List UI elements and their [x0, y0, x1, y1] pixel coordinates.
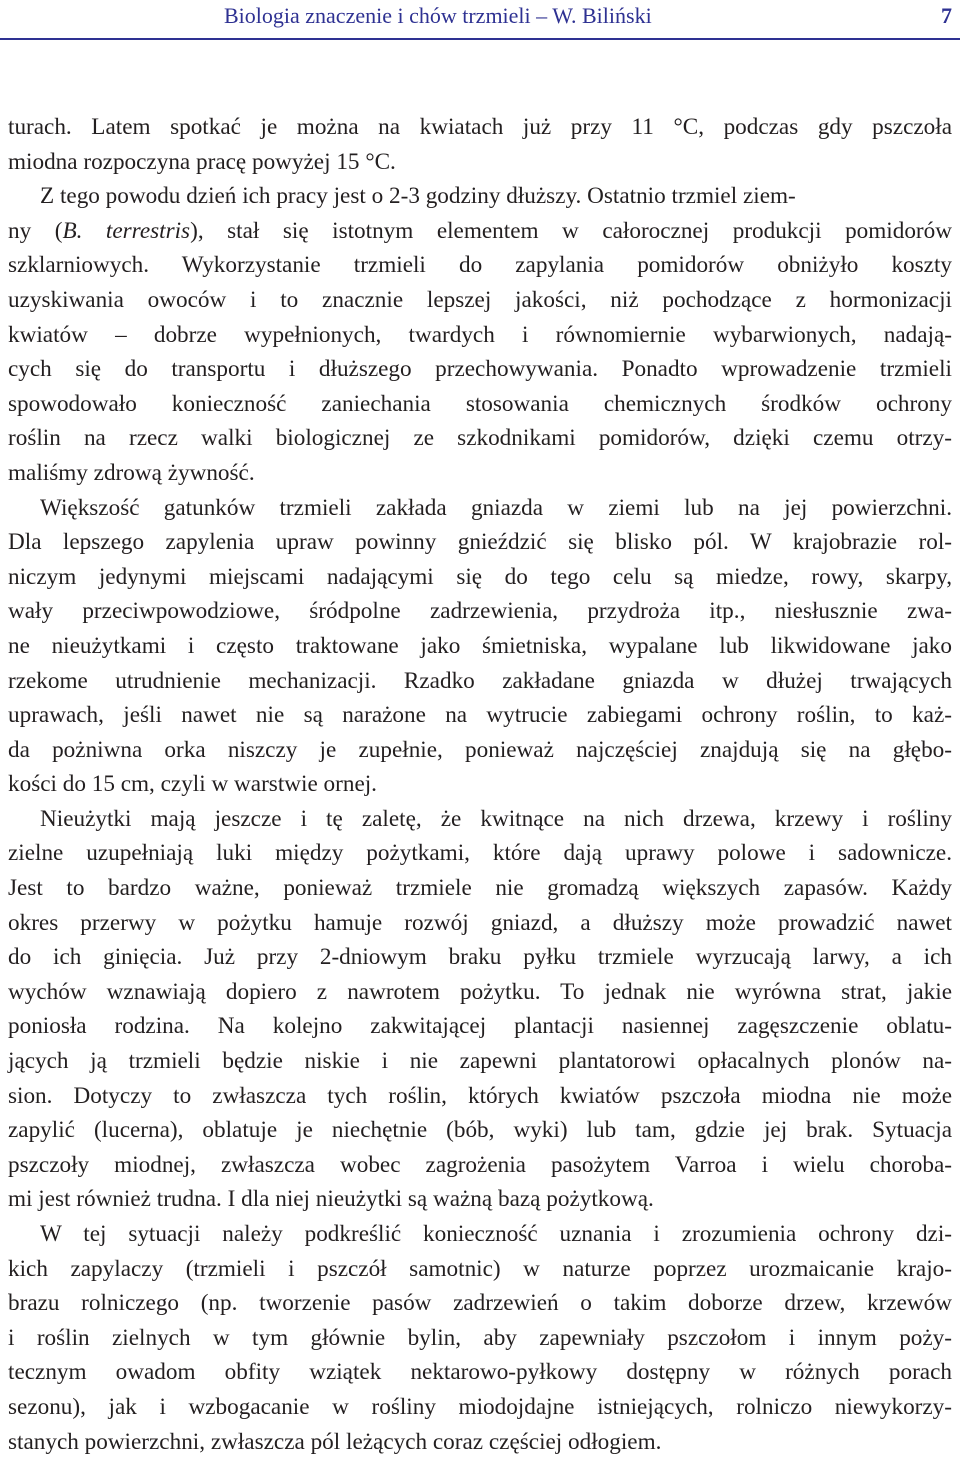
- text-line: mi jest również trudna. I dla niej nieużytki są ważną bazą pożytkową.: [8, 1186, 654, 1213]
- text-line: roślin na rzecz walki biologicznej ze szkodnikami pomidorów, dzięki czemu otrzy-: [8, 425, 952, 452]
- text-line: ne nieużytkami i często traktowane jako śmietniska, wypalane lub likwidowane jako: [8, 632, 952, 659]
- text-line: do ich ginięcia. Już przy 2-dniowym braku pyłku trzmiele wyrzucają larwy, a ich: [8, 944, 952, 971]
- text-line: i roślin zielnych w tym głównie bylin, aby zapewniały pszczołom i innym poży-: [8, 1324, 952, 1351]
- page-number: 7: [941, 3, 952, 28]
- text-line: Dla lepszego zapylenia upraw powinny gnieździć się blisko pól. W krajobrazie rol-: [8, 529, 952, 556]
- text-line: brazu rolniczego (np. tworzenie pasów zadrzewień o takim doborze drzew, krzewów: [8, 1290, 952, 1317]
- text-line: Większość gatunków trzmieli zakłada gniazda w ziemi lub na jej powierzchni.: [40, 494, 952, 521]
- text-line: jących ją trzmieli będzie niskie i nie zapewni plantatorowi opłacalnych plonów na-: [8, 1048, 952, 1075]
- text-line: uzyskiwania owoców i to znacznie lepszej jakości, niż pochodzące z hormonizacji: [8, 286, 952, 313]
- header-divider: [0, 38, 960, 40]
- text-line: niczym jedynymi miejscami nadającymi się do tego celu są miedze, rowy, skarpy,: [8, 563, 952, 590]
- text-line: okres przerwy w pożytku hamuje rozwój gniazd, a dłuższy może prowadzić nawet: [8, 909, 952, 936]
- text-line: miodna rozpoczyna pracę powyżej 15 °C.: [8, 148, 396, 175]
- text-line: Z tego powodu dzień ich pracy jest o 2-3 godziny dłuższy. Ostatnio trzmiel ziem-: [40, 183, 796, 210]
- text-segment: ny (: [8, 217, 63, 244]
- text-line: da pożniwna orka niszczy je zupełnie, ponieważ najczęściej znajdują się na głębo-: [8, 736, 952, 763]
- text-line: maliśmy zdrową żywność.: [8, 459, 255, 486]
- text-line: rzekome utrudnienie mechanizacji. Rzadko zakładane gniazda w dłużej trwających: [8, 667, 952, 694]
- text-line: kości do 15 cm, czyli w warstwie ornej.: [8, 771, 377, 798]
- text-line: tecznym owadom obfity wziątek nektarowo-pyłkowy dostępny w różnych porach: [8, 1359, 952, 1386]
- text-line: pszczoły miodnej, zwłaszcza wobec zagrożenia pasożytem Varroa i wielu choroba-: [8, 1151, 952, 1178]
- running-title: Biologia znaczenie i chów trzmieli – W. Biliński: [224, 3, 652, 28]
- text-line: poniosła rodzina. Na kolejno zakwitającej plantacji nasiennej zagęszczenie oblatu-: [8, 1013, 952, 1040]
- text-line: uprawach, jeśli nawet nie są narażone na wytrucie zabiegami ochrony roślin, to każ-: [8, 702, 952, 729]
- text-line: turach. Latem spotkać je można na kwiatach już przy 11 °C, podczas gdy pszczoła: [8, 114, 952, 140]
- text-line: szklarniowych. Wykorzystanie trzmieli do zapylania pomidorów obniżyło koszty: [8, 252, 952, 279]
- species-name: B. terrestris: [62, 217, 191, 244]
- text-line: kich zapylaczy (trzmieli i pszczół samotnic) w naturze poprzez urozmaicanie krajo-: [8, 1255, 952, 1282]
- text-line: [8, 214, 952, 249]
- text-line: kwiatów – dobrze wypełnionych, twardych i równomiernie wybarwionych, nadają-: [8, 321, 952, 348]
- text-line: Jest to bardzo ważne, ponieważ trzmiele nie gromadzą większych zapasów. Każdy: [8, 875, 952, 902]
- text-segment: ), stał się istotnym elementem w całorocznej produkcji pomidorów: [190, 217, 952, 244]
- text-line: sezonu), jak i wzbogacanie w rośliny miodojdajne istniejących, rolniczo niewykorzy-: [8, 1393, 952, 1420]
- text-line: wały przeciwpowodziowe, śródpolne zadrzewienia, przydroża itp., niesłusznie zwa-: [8, 598, 952, 625]
- text-line: wychów wznawiają dopiero z nawrotem pożytku. To jednak nie wyrówna strat, jakie: [8, 978, 952, 1005]
- text-line: cych się do transportu i dłuższego przechowywania. Ponadto wprowadzenie trzmieli: [8, 356, 952, 383]
- text-line: sion. Dotyczy to zwłaszcza tych roślin, których kwiatów pszczoła miodna nie może: [8, 1082, 952, 1109]
- text-line: spowodowało konieczność zaniechania stosowania chemicznych środków ochrony: [8, 390, 952, 417]
- page-header: [0, 0, 960, 40]
- body-text: [8, 110, 952, 1459]
- text-line: W tej sytuacji należy podkreślić konieczność uznania i zrozumienia ochrony dzi-: [40, 1221, 952, 1247]
- text-line: stanych powierzchni, zwłaszcza pól leżących coraz częściej odłogiem.: [8, 1428, 662, 1455]
- text-line: Nieużytki mają jeszcze i tę zaletę, że kwitnące na nich drzewa, krzewy i rośliny: [40, 805, 952, 832]
- text-line: zapylić (lucerna), oblatuje je niechętnie (bób, wyki) lub tam, gdzie jej brak. Sytuacja: [8, 1117, 952, 1144]
- text-line: zielne uzupełniają luki między pożytkami, które dają uprawy polowe i sadownicze.: [8, 840, 952, 867]
